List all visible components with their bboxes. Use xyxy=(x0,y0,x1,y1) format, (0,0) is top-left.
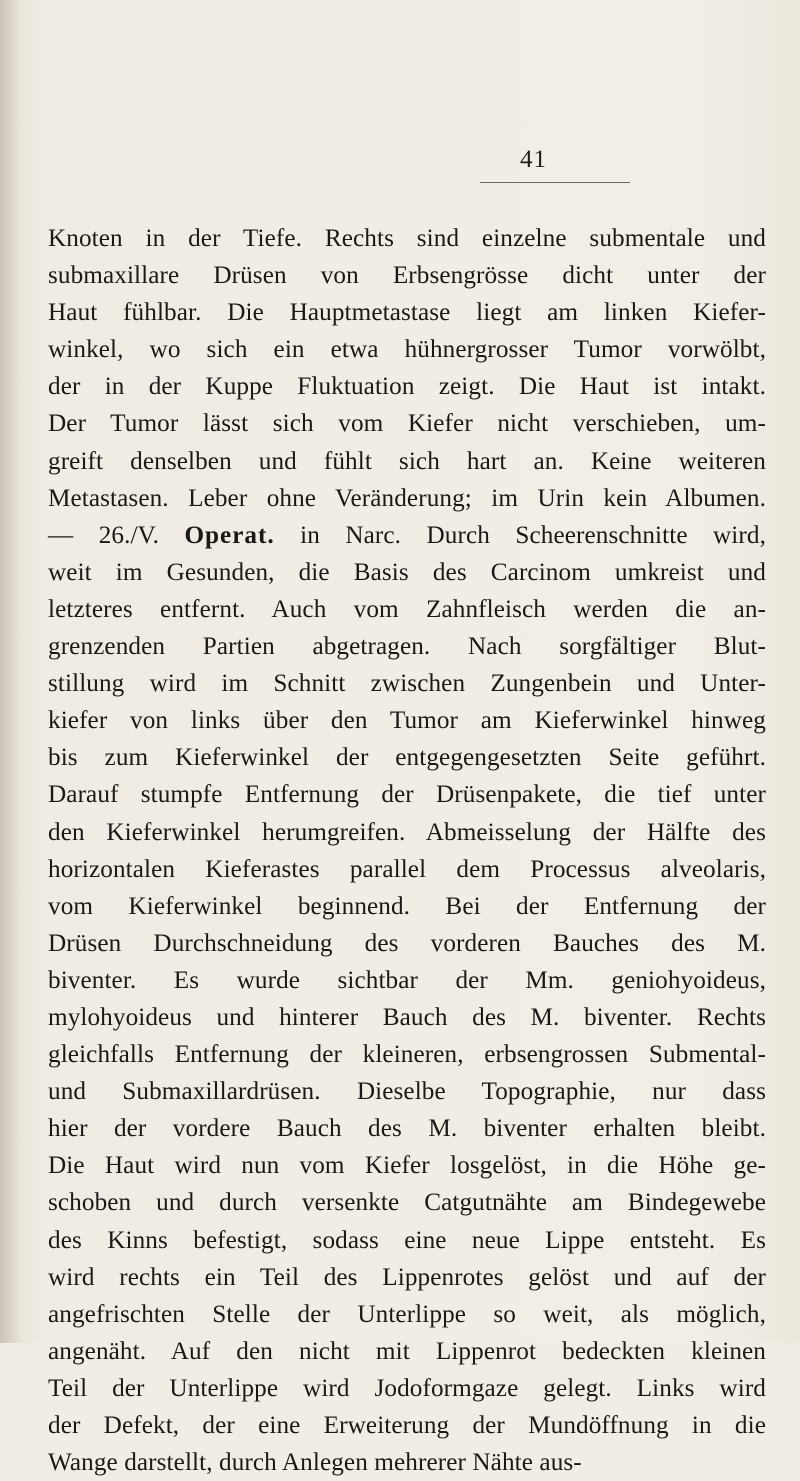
text-line: Haut fühlbar. Die Hauptmetastase liegt am linken Kiefer- xyxy=(48,299,766,327)
text-line: hier der vordere Bauch des M. biventer erhalten bleibt. xyxy=(48,1115,766,1143)
operation-text: in Narc. Durch Scheerenschnitte wird, xyxy=(274,521,766,549)
text-line: vom Kieferwinkel beginnend. Bei der Entfernung der xyxy=(48,892,766,920)
text-line: weit im Gesunden, die Basis des Carcinom umkreist und xyxy=(48,558,766,586)
body-text xyxy=(48,220,766,1481)
text-line: den Kieferwinkel herumgreifen. Abmeisselung der Hälfte des xyxy=(48,818,766,846)
text-line: wird rechts ein Teil des Lippenrotes gelöst und auf der xyxy=(48,1263,766,1291)
text-line: der in der Kuppe Fluktuation zeigt. Die Haut ist intakt. xyxy=(48,373,766,401)
page-number: 41 xyxy=(520,146,547,173)
text-line: Die Haut wird nun vom Kiefer losgelöst, in die Höhe ge- xyxy=(48,1152,766,1180)
text-line: submaxillare Drüsen von Erbsengrösse dicht unter der xyxy=(48,262,766,290)
text-line: mylohyoideus und hinterer Bauch des M. biventer. Rechts xyxy=(48,1003,766,1031)
text-line: Drüsen Durchschneidung des vorderen Bauches des M. xyxy=(48,929,766,957)
header-rule xyxy=(480,182,630,183)
operation-line xyxy=(48,517,766,554)
text-line: stillung wird im Schnitt zwischen Zungenbein und Unter- xyxy=(48,670,766,698)
text-line: greift denselben und fühlt sich hart an. Keine weiteren xyxy=(48,447,766,475)
text-line: angefrischten Stelle der Unterlippe so weit, als möglich, xyxy=(48,1300,766,1328)
text-line: Metastasen. Leber ohne Veränderung; im Urin kein Albumen. xyxy=(48,484,766,512)
text-line: biventer. Es wurde sichtbar der Mm. geniohyoideus, xyxy=(48,966,766,994)
binding-shadow xyxy=(0,0,22,1343)
text-line: des Kinns befestigt, sodass eine neue Lippe entsteht. Es xyxy=(48,1226,766,1254)
text-line: bis zum Kieferwinkel der entgegengesetzten Seite geführt. xyxy=(48,744,766,772)
text-line: Knoten in der Tiefe. Rechts sind einzelne submentale und xyxy=(48,225,766,252)
text-line: der Defekt, der eine Erweiterung der Mundöffnung in die xyxy=(48,1412,766,1439)
text-line: Teil der Unterlippe wird Jodoformgaze gelegt. Links wird xyxy=(48,1374,766,1402)
text-line: schoben und durch versenkte Catgutnähte am Bindegewebe xyxy=(48,1189,766,1217)
operation-heading: Operat. xyxy=(184,521,275,549)
text-line: letzteres entfernt. Auch vom Zahnfleisch werden die an- xyxy=(48,595,766,623)
text-line: grenzenden Partien abgetragen. Nach sorgfältiger Blut- xyxy=(48,633,766,661)
text-line: winkel, wo sich ein etwa hühnergrosser Tumor vorwölbt, xyxy=(48,336,766,364)
text-line: horizontalen Kieferastes parallel dem Processus alveolaris, xyxy=(48,855,766,883)
text-line: gleichfalls Entfernung der kleineren, erbsengrossen Submental- xyxy=(48,1041,766,1069)
text-line: und Submaxillardrüsen. Dieselbe Topographie, nur dass xyxy=(48,1078,766,1106)
text-line: Wange darstellt, durch Anlegen mehrerer Nähte aus- xyxy=(48,1449,582,1477)
text-line: Darauf stumpfe Entfernung der Drüsenpakete, die tief unter xyxy=(48,781,766,809)
text-line: Der Tumor lässt sich vom Kiefer nicht verschieben, um- xyxy=(48,410,766,438)
text-line: angenäht. Auf den nicht mit Lippenrot bedeckten kleinen xyxy=(48,1337,766,1365)
operation-date: — 26./V. xyxy=(48,521,185,549)
text-line: kiefer von links über den Tumor am Kieferwinkel hinweg xyxy=(48,707,766,735)
